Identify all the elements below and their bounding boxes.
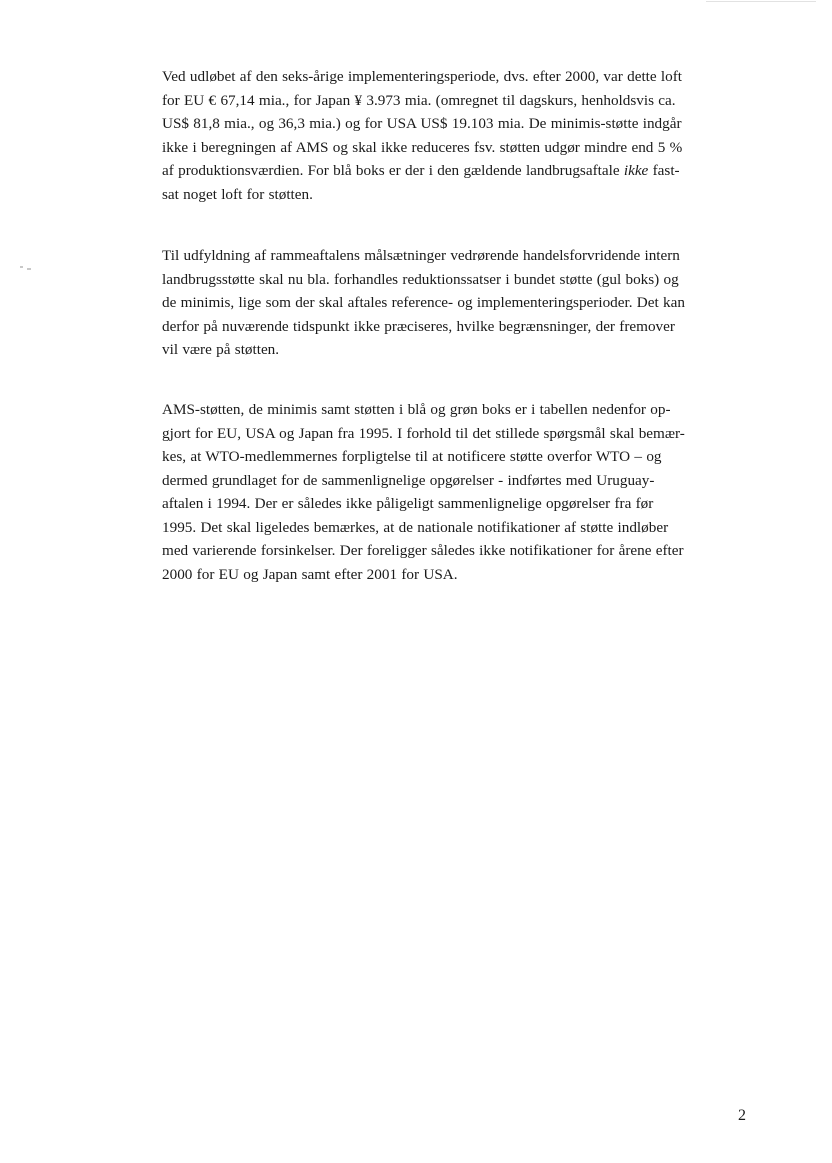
text-line: AMS-støtten, de minimis samt støtten i blå og grøn boks er i tabellen nedenfor op- (162, 401, 671, 418)
text-line: kes, at WTO-medlemmernes forpligtelse til at notificere støtte overfor WTO – og (162, 448, 662, 465)
text-line: derfor på nuværende tidspunkt ikke præciseres, hvilke begrænsninger, der fremover (162, 317, 675, 335)
text-line: med varierende forsinkelser. Der foreligger således ikke notifikationer for årene efter (162, 542, 684, 559)
text-line: de minimis, lige som der skal aftales reference- og implementeringsperioder. Det kan (162, 294, 685, 311)
text-line: US$ 81,8 mia., og 36,3 mia.) og for USA US$ 19.103 mia. De minimis-støtte indgår (162, 115, 682, 132)
text-line: 1995. Det skal ligeledes bemærkes, at de nationale notifikationer af støtte indløber (162, 518, 669, 536)
text-line: aftalen i 1994. Der er således ikke påligeligt sammenlignelige opgørelser fra før (162, 495, 654, 512)
text-line: ikke i beregningen af AMS og skal ikke reduceres fsv. støtten udgør mindre end 5 % (162, 138, 683, 156)
text-line: Ved udløbet af den seks-årige implementeringsperiode, dvs. efter 2000, var dette loft (162, 68, 683, 85)
paragraph-rammeaftale (162, 244, 752, 362)
text-line: landbrugsstøtte skal nu bla. forhandles reduktionssatser i bundet støtte (gul boks) og (162, 270, 679, 288)
emphasis-text: ikke (623, 162, 649, 179)
page-number: 2 (738, 1107, 746, 1124)
text-line: gjort for EU, USA og Japan fra 1995. I forhold til det stillede spørgsmål skal bemær- (162, 424, 685, 442)
text-line (162, 159, 752, 183)
paragraph-ams-stotten (162, 398, 752, 586)
scan-speck (27, 268, 31, 270)
text-segment: af produktionsværdien. For blå boks er der i den gældende landbrugsaftale (162, 162, 620, 179)
text-line: dermed grundlaget for de sammenlignelige opgørelser - indførtes med Uruguay- (162, 471, 655, 489)
text-line: sat noget loft for støtten. (162, 185, 313, 203)
text-line: Til udfyldning af rammeaftalens målsætninger vedrørende handelsforvridende intern (162, 247, 680, 264)
text-line: for EU € 67,14 mia., for Japan ¥ 3.973 mia. (omregnet til dagskurs, henholdsvis ca. (162, 91, 676, 109)
paragraph-loft (162, 65, 752, 206)
text-line: 2000 for EU og Japan samt efter 2001 for USA. (162, 565, 458, 583)
text-line: vil være på støtten. (162, 341, 280, 358)
scan-speck (20, 266, 23, 268)
scan-speck (706, 1, 816, 2)
text-segment: fast- (652, 162, 680, 179)
